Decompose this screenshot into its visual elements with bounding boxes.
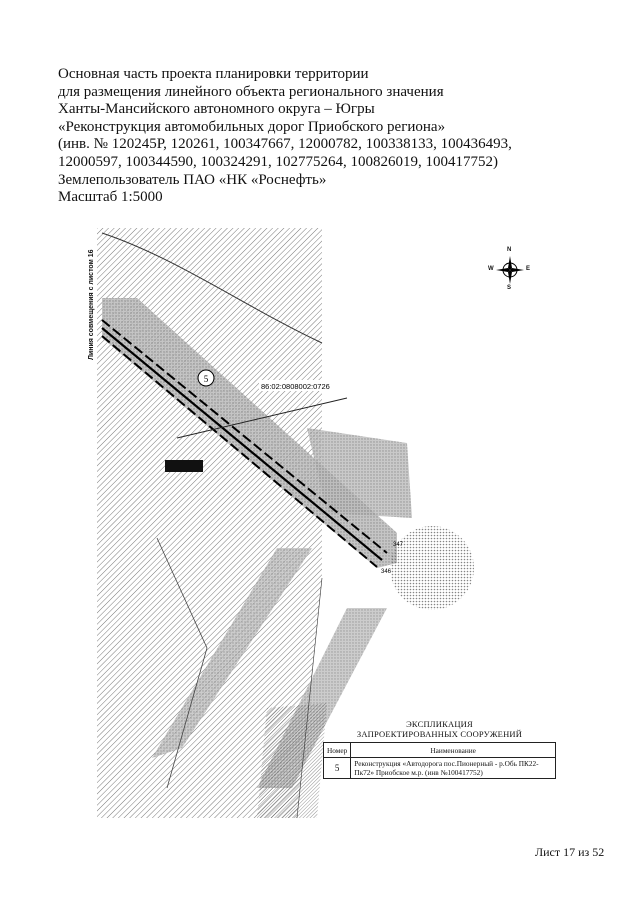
row-name: Реконструкция «Автодорога пос.Пионерный - р.Обь ПК22-Пк72» Приобское м.р. (инв №100417752) xyxy=(351,758,556,779)
row-number: 5 xyxy=(324,758,351,779)
point-label-347: 347 xyxy=(393,542,404,548)
table-row xyxy=(324,758,556,779)
point-label-346: 346 xyxy=(381,569,392,575)
header-line: Землепользователь ПАО «НК «Роснефть» xyxy=(58,171,327,188)
header-line: 12000597, 100344590, 100324291, 102775264, 100826019, 100417752) xyxy=(58,153,498,170)
header-line: Основная часть проекта планировки территории xyxy=(58,66,369,82)
document-header xyxy=(58,66,618,207)
col-header-number: Номер xyxy=(324,743,351,758)
sheet-number: Лист 17 из 52 xyxy=(535,845,605,859)
compass-east: E xyxy=(526,266,531,272)
object-marker-number: 5 xyxy=(203,374,209,384)
explication-title: ЭКСПЛИКАЦИЯ xyxy=(406,719,473,729)
compass-icon xyxy=(496,256,524,284)
compass-west: W xyxy=(488,266,494,272)
black-tag xyxy=(165,460,203,472)
lower-field xyxy=(257,703,327,818)
compass-north: N xyxy=(507,247,512,253)
well-pad xyxy=(390,526,474,610)
header-line: для размещения линейного объекта регионального значения xyxy=(58,83,444,100)
explication-block xyxy=(323,719,556,779)
scale-label: Масштаб 1:5000 xyxy=(58,189,163,206)
header-line: «Реконструкция автомобильных дорог Приобского региона» xyxy=(58,118,446,135)
header-line: (инв. № 120245Р, 120261, 100347667, 12000782, 100338133, 100436493, xyxy=(58,136,512,153)
header-line: Ханты-Мансийского автономного округа – Югры xyxy=(58,101,375,118)
explication-table xyxy=(323,742,556,779)
compass-south: S xyxy=(507,285,512,291)
parcel-number-label: 86:02:0808002:0726 xyxy=(261,382,330,391)
sheet-join-line-label: Линия совмещения с листом 16 xyxy=(88,249,95,360)
col-header-name: Наименование xyxy=(351,743,556,758)
explication-subtitle: ЗАПРОЕКТИРОВАННЫХ СООРУЖЕНИЙ xyxy=(356,729,523,739)
